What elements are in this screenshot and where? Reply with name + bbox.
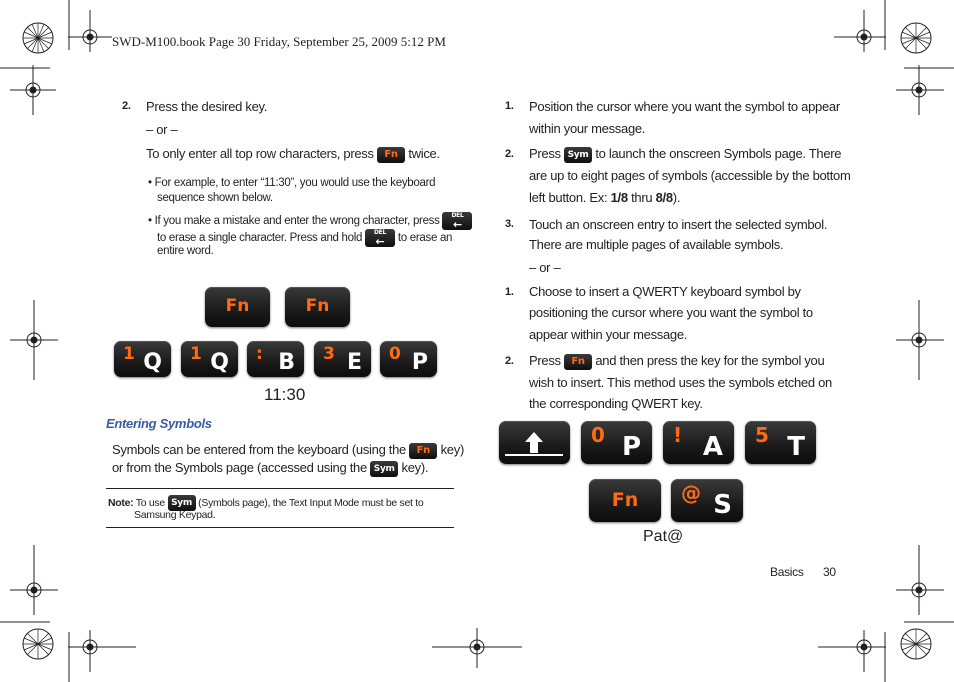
step-number: 2.: [505, 148, 514, 160]
text: For example, to enter “11:30”, you would use the keyboard: [154, 177, 436, 189]
key-letter: P: [411, 350, 428, 375]
fn-key-icon: Fn: [377, 147, 405, 163]
key-b: [247, 341, 304, 377]
shift-arrow-icon: [499, 421, 570, 464]
note-rule-bottom: [106, 527, 454, 528]
step-number: 1.: [505, 100, 514, 112]
fn-key-icon: Fn: [409, 443, 437, 459]
key-letter: E: [346, 350, 362, 375]
key-symbol: @: [681, 481, 701, 505]
key-s: [671, 479, 743, 522]
text: (Symbols page), the Text Input Mode must be set to: [198, 496, 424, 509]
step-text: Position the cursor where you want the symbol to appear: [529, 99, 840, 114]
text: key).: [401, 460, 429, 475]
text: Press: [529, 353, 561, 368]
step-number: 2.: [122, 100, 131, 112]
result-text: Pat@: [643, 528, 684, 545]
symbols-intro-cont: [112, 459, 428, 477]
del-label: DEL: [373, 229, 386, 236]
or-separator: – or –: [529, 260, 561, 275]
print-slug: SWD-M100.book Page 30 Friday, September 25, 2009 5:12 PM: [112, 34, 446, 49]
key-symbol: 0: [591, 423, 605, 447]
shift-key: [499, 421, 570, 464]
key-letter: A: [702, 432, 723, 462]
sym-key-icon: Sym: [168, 495, 196, 511]
crop-mark-bottom-right: [814, 612, 954, 682]
page-number: 30: [823, 565, 836, 579]
key-symbol: !: [673, 423, 683, 447]
page-ref: 8/8: [655, 190, 673, 205]
or-separator: – or –: [146, 122, 178, 137]
fn-key-icon: Fn: [564, 354, 592, 370]
key-t: [745, 421, 816, 464]
step-text: within your message.: [529, 121, 646, 136]
crop-mark-left-upper: [0, 60, 70, 130]
step-text: the corresponding QWERT key.: [529, 396, 703, 411]
backspace-arrow-icon: ←: [453, 218, 462, 231]
key-letter: Q: [143, 350, 162, 375]
bullet-2: • If you make a mistake and enter the wrong character, press DEL ←: [148, 212, 472, 230]
text: to erase an: [397, 232, 453, 245]
key-q: [181, 341, 238, 377]
text: ).: [672, 190, 681, 205]
key-letter: T: [787, 432, 805, 462]
step-text: appear within your message.: [529, 327, 688, 342]
text: thru: [631, 190, 653, 205]
fn-key: [589, 479, 661, 522]
text: or from the Symbols page (accessed using the: [112, 460, 367, 475]
step-text: Press the desired key.: [146, 99, 268, 114]
text: left button. Ex:: [529, 190, 608, 205]
del-key-icon: [442, 212, 472, 230]
key-symbol: 3: [323, 344, 335, 364]
key-symbol: :: [256, 344, 263, 364]
text: To only enter all top row characters, press: [146, 146, 374, 161]
bullet-1-cont: sequence shown below.: [157, 192, 273, 204]
text: and then press the key for the symbol you: [595, 353, 825, 368]
step-text: positioning the cursor where you want the symbol to: [529, 305, 813, 320]
bullet-2-cont: entire word.: [157, 245, 214, 257]
key-letter: S: [713, 490, 732, 520]
crop-mark-mid-right: [884, 300, 954, 380]
sym-key-icon: Sym: [370, 461, 398, 477]
fn-key: [205, 287, 270, 327]
note-label: Note:: [108, 496, 134, 509]
page-ref: 1/8: [610, 190, 628, 205]
key-a: [663, 421, 734, 464]
del-key-icon: [365, 229, 395, 247]
key-symbol: 1: [190, 344, 202, 364]
footer-section: Basics: [770, 565, 804, 579]
step-text: wish to insert. This method uses the symbols etched on: [529, 375, 832, 390]
fn-label: Fn: [611, 488, 639, 511]
step-number: 2.: [505, 355, 514, 367]
key-symbol: 0: [389, 344, 401, 364]
step-text: Touch an onscreen entry to insert the selected symbol.: [529, 217, 828, 232]
bullet-1: • For example, to enter “11:30”, you would use the keyboard: [148, 177, 436, 189]
text: To use: [135, 496, 165, 509]
top-row-instruction: [146, 145, 440, 163]
text: twice.: [408, 146, 440, 161]
key-letter: P: [621, 432, 641, 462]
note-rule-top: [106, 488, 454, 489]
fn-key: [285, 287, 350, 327]
backspace-arrow-icon: ←: [375, 235, 385, 248]
text: to erase a single character. Press and hold: [157, 232, 363, 245]
section-heading: Entering Symbols: [106, 416, 212, 431]
text: Symbols can be entered from the keyboard (using the: [112, 442, 406, 457]
key-e: [314, 341, 371, 377]
text: Press: [529, 146, 561, 161]
key-symbol: 5: [755, 423, 769, 447]
step-text: There are multiple pages of available symbols.: [529, 237, 784, 252]
sym-key-icon: Sym: [564, 147, 592, 163]
text: to launch the onscreen Symbols page. There: [595, 146, 842, 161]
key-letter: Q: [210, 350, 229, 375]
fn-label: Fn: [225, 296, 250, 316]
note-cont: Samsung Keypad.: [134, 509, 216, 521]
step-number: 3.: [505, 218, 514, 230]
step-text: [529, 352, 824, 370]
text: key): [440, 442, 464, 457]
fn-label: Fn: [305, 296, 330, 316]
symbols-intro: [112, 441, 464, 459]
crop-mark-bottom-center: [430, 628, 522, 682]
step-text: [529, 189, 680, 206]
key-p: [380, 341, 437, 377]
key-q: [114, 341, 171, 377]
key-p: [581, 421, 652, 464]
crop-mark-bottom-left: [0, 612, 140, 682]
text: If you make a mistake and enter the wrong character, press: [154, 215, 440, 228]
result-text: 11:30: [264, 385, 306, 404]
crop-mark-mid-left: [0, 300, 70, 380]
step-text: [529, 145, 841, 163]
step-text: Choose to insert a QWERTY keyboard symbol by: [529, 284, 801, 299]
step-number: 1.: [505, 286, 514, 298]
crop-mark-right-upper: [884, 60, 954, 130]
key-letter: B: [278, 350, 295, 375]
key-symbol: 1: [123, 344, 135, 364]
del-label: DEL: [451, 212, 464, 219]
step-text: are up to eight pages of symbols (accessible by the bottom: [529, 168, 851, 183]
